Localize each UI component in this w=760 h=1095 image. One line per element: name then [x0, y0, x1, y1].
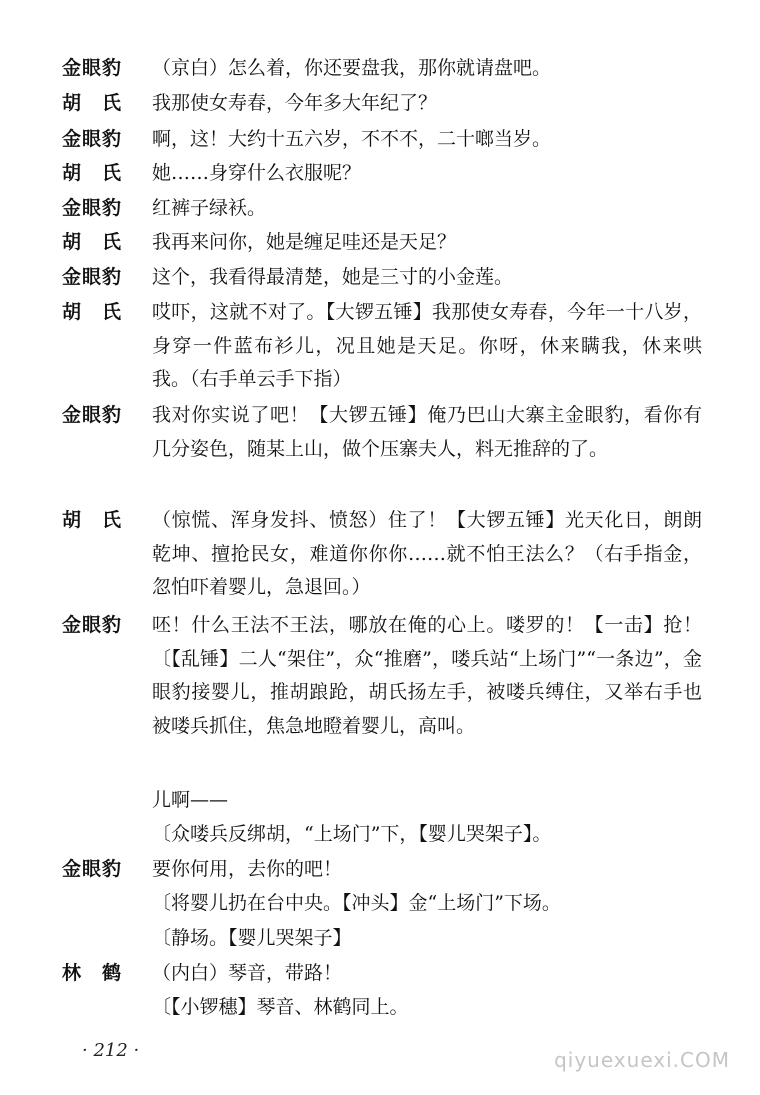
dialogue-line	[62, 123, 702, 157]
speaker-name: 金眼豹	[62, 266, 123, 288]
speaker-name	[62, 818, 152, 852]
speaker-name: 金眼豹	[62, 57, 123, 79]
dialogue-text: 这个，我看得最清楚，她是三寸的小金莲。	[152, 266, 514, 288]
dialogue-text: 她……身穿什么衣服呢？	[152, 162, 362, 184]
dialogue-text: （内白）琴音，带路！	[152, 962, 343, 984]
dialogue-text: 哎吓，这就不对了。【大锣五锤】我那使女寿春，今年一十八岁，身穿一件蓝布衫儿，况且她是天足。你呀，休来瞒我，休来哄我。（右手单云手下指）	[152, 301, 702, 390]
dialogue-line	[62, 504, 702, 605]
dialogue-text: 我那使女寿春，今年多大年纪了？	[152, 92, 438, 114]
speaker-name: 胡 氏	[62, 92, 123, 114]
dialogue-text: 〔众喽兵反绑胡，“上场门”下，【婴儿哭架子】。	[152, 823, 552, 845]
speaker-name: 胡 氏	[62, 509, 123, 531]
dialogue-line	[62, 192, 702, 226]
dialogue-text: 我对你实说了吧！【大锣五锤】俺乃巴山大寨主金眼豹，看你有几分姿色，随某上山，做个压寨夫人，料无推辞的了。	[152, 404, 702, 460]
dialogue-line	[62, 784, 702, 818]
dialogue-line	[62, 87, 702, 121]
dialogue-text: 儿啊——	[152, 789, 229, 811]
speaker-name: 胡 氏	[62, 301, 123, 323]
dialogue-text: 〔将婴儿扔在台中央。【冲头】金“上场门”下场。	[152, 892, 561, 914]
dialogue-text: （惊慌、浑身发抖、愤怒）住了！【大锣五锤】光天化日，朗朗乾坤、擅抢民女，难道你你你……就不怕王法么？（右手指金，忽怕吓着婴儿，急退回。）	[152, 509, 702, 598]
dialogue-line	[62, 957, 702, 991]
stage-direction	[62, 922, 702, 956]
dialogue-line	[62, 157, 702, 191]
speaker-name: 林 鹤	[62, 962, 123, 984]
dialogue-line	[62, 226, 702, 260]
speaker-name	[62, 784, 152, 818]
page-number: · 212 ·	[82, 1040, 140, 1061]
dialogue-text: 呸！什么王法不王法，哪放在俺的心上。喽罗的！【一击】抢！〔【乱锤】二人“架住”，众“推磨”，喽兵站“上场门”“一条边”，金眼豹接婴儿，推胡踉跄，胡氏扬左手，被喽兵缚住，又举右手也被喽兵抓住，焦急地瞪着婴儿，高叫。	[152, 614, 702, 737]
dialogue-text: 我再来问你，她是缠足哇还是天足？	[152, 231, 457, 253]
dialogue-line	[62, 261, 702, 295]
dialogue-text: 〔【小锣穗】琴音、林鹤同上。	[152, 996, 409, 1018]
watermark: qiyuexuexi.COM	[554, 1048, 730, 1072]
speaker-name: 金眼豹	[62, 128, 123, 150]
speaker-name: 胡 氏	[62, 162, 123, 184]
speaker-name	[62, 922, 152, 956]
dialogue-text: 红裤子绿袄。	[152, 197, 267, 219]
speaker-name: 金眼豹	[62, 858, 123, 880]
speaker-name	[62, 887, 152, 921]
dialogue-text: 〔静场。【婴儿哭架子】	[152, 927, 352, 949]
stage-direction	[62, 818, 702, 852]
dialogue-text: 啊，这！大约十五六岁，不不不，二十啷当岁。	[152, 128, 552, 150]
dialogue-text: （京白）怎么着，你还要盘我，那你就请盘吧。	[152, 57, 552, 79]
speaker-name: 金眼豹	[62, 404, 123, 426]
speaker-name: 金眼豹	[62, 614, 123, 636]
speaker-name: 胡 氏	[62, 231, 123, 253]
dialogue-text: 要你何用，去你的吧！	[152, 858, 343, 880]
stage-direction	[62, 991, 702, 1025]
dialogue-line	[62, 52, 702, 86]
stage-direction	[62, 887, 702, 921]
dialogue-line	[62, 296, 702, 397]
speaker-name	[62, 991, 152, 1025]
dialogue-line	[62, 399, 702, 466]
dialogue-line	[62, 609, 702, 743]
dialogue-line	[62, 853, 702, 887]
speaker-name: 金眼豹	[62, 197, 123, 219]
